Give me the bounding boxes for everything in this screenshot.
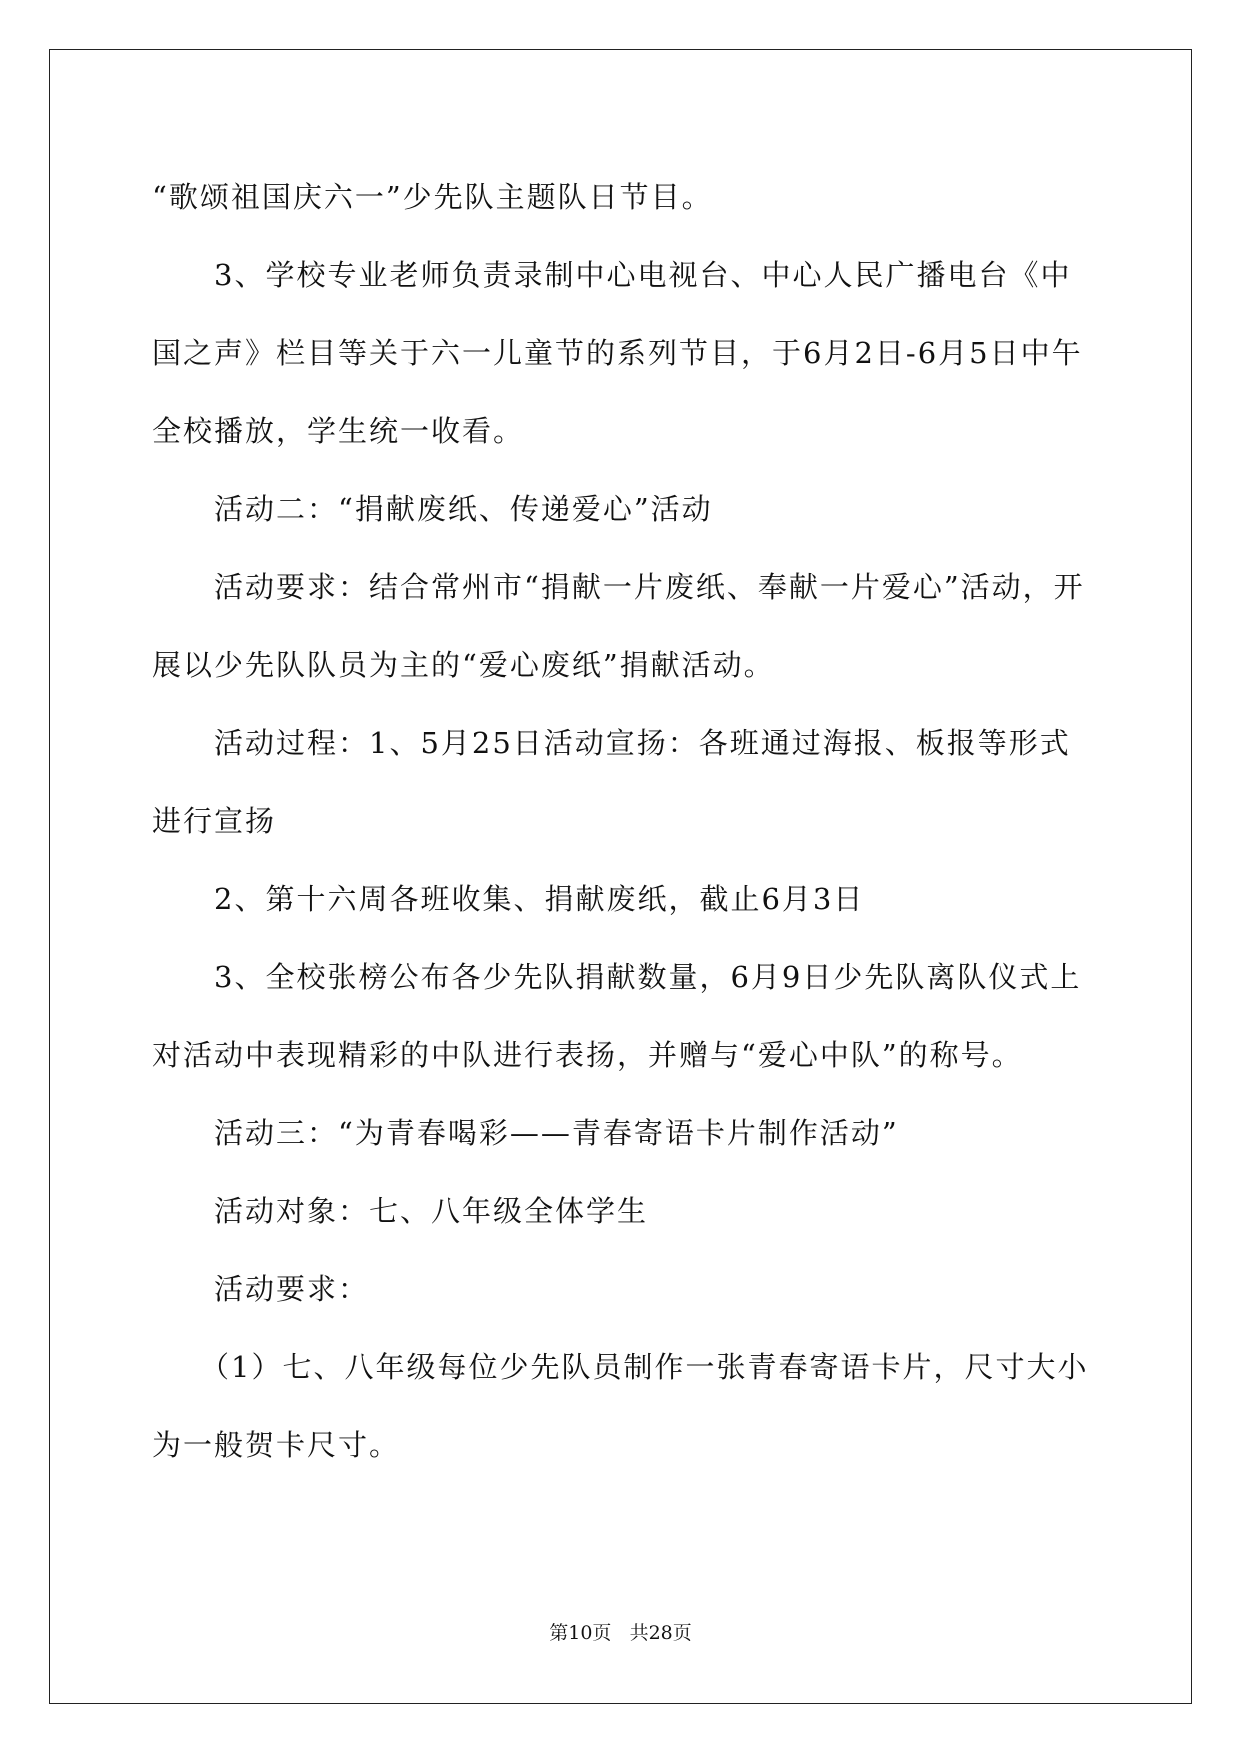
- paragraph: （1）七、八年级每位少先队员制作一张青春寄语卡片，尺寸大小为一般贺卡尺寸。: [152, 1350, 1089, 1462]
- paragraph: 活动要求：结合常州市“捐献一片废纸、奉献一片爱心”活动，开展以少先队队员为主的“爱心废纸”捐献活动。: [152, 570, 1085, 682]
- paragraph: 2、第十六周各班收集、捐献废纸，截止6月3日: [214, 882, 865, 916]
- paragraph: 活动过程：1、5月25日活动宣扬：各班通过海报、板报等形式进行宣扬: [152, 726, 1071, 838]
- document-body: [152, 158, 1092, 1484]
- paragraph: 活动对象：七、八年级全体学生: [214, 1194, 649, 1228]
- paragraph: 活动三：“为青春喝彩——青春寄语卡片制作活动”: [214, 1116, 899, 1150]
- page-footer: [0, 1618, 1241, 1645]
- paragraph: 活动二：“捐献废纸、传递爱心”活动: [214, 492, 713, 526]
- paragraph: “歌颂祖国庆六一”少先队主题队日节目。: [152, 180, 713, 214]
- page-total: 共28页: [629, 1622, 692, 1644]
- paragraph: 3、全校张榜公布各少先队捐献数量，6月9日少先队离队仪式上对活动中表现精彩的中队进行表扬，并赠与“爱心中队”的称号。: [152, 960, 1082, 1072]
- paragraph: 3、学校专业老师负责录制中心电视台、中心人民广播电台《中国之声》栏目等关于六一儿童节的系列节目，于6月2日-6月5日中午全校播放，学生统一收看。: [152, 258, 1083, 448]
- paragraph: 活动要求：: [214, 1272, 370, 1306]
- page-number: 第10页: [549, 1622, 612, 1644]
